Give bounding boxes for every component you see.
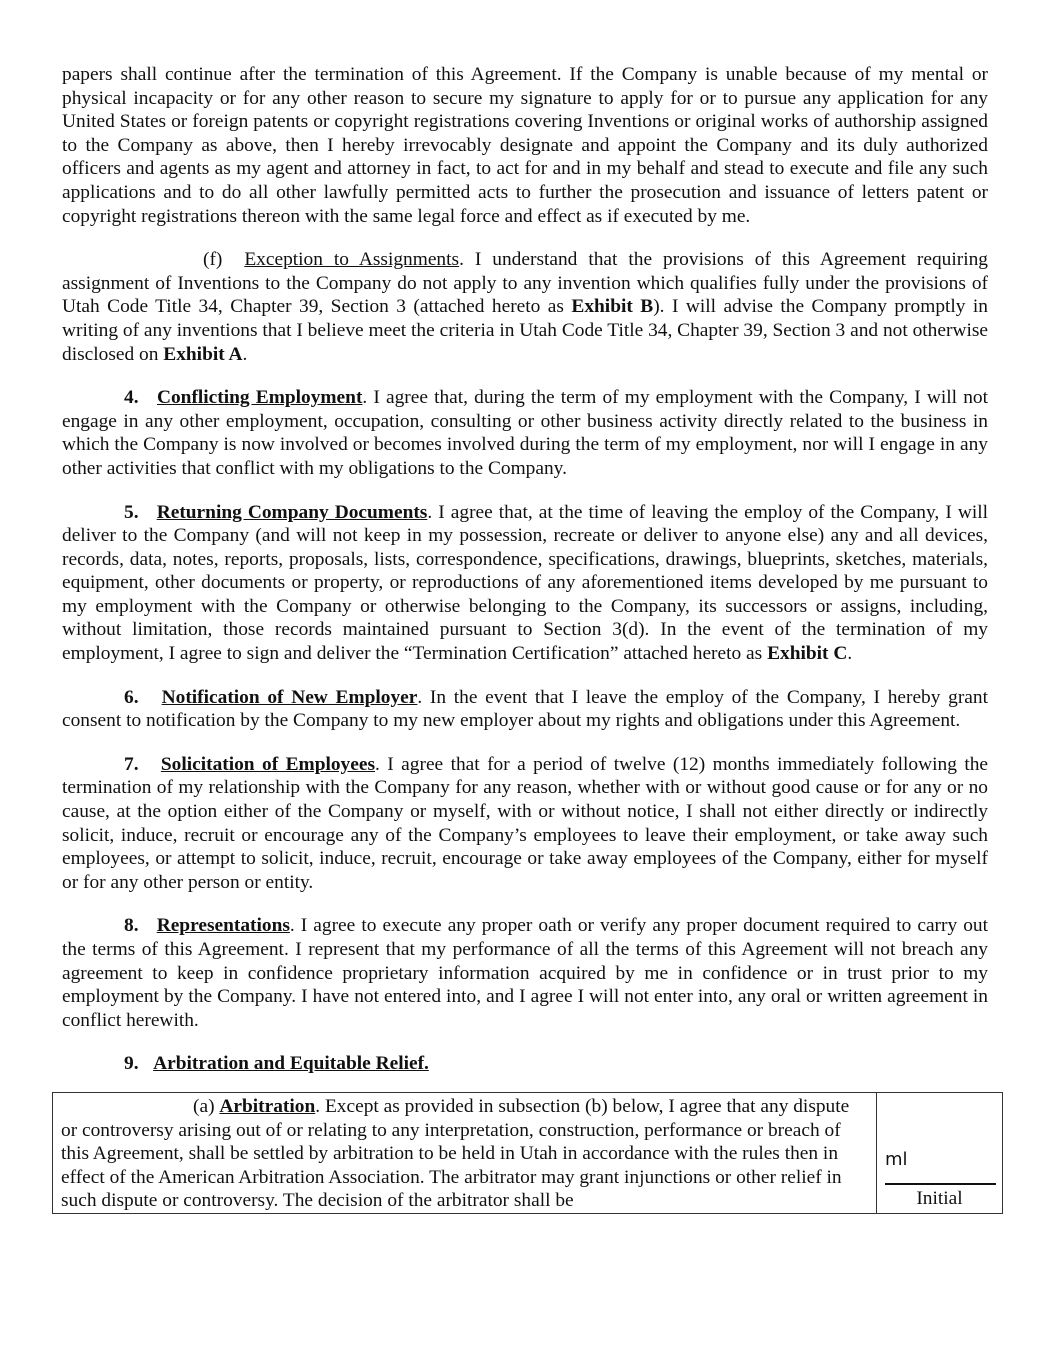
exhibit-b-ref: Exhibit B	[571, 296, 654, 318]
handwritten-initials: ml	[885, 1148, 908, 1170]
section-f-text-3: .	[242, 343, 248, 365]
document-page	[62, 63, 988, 1214]
arbitration-marker: (a)	[193, 1095, 215, 1117]
paragraph-intro: papers shall continue after the termination of this Agreement. If the Company is unable because of my mental or physical incapacity or for any other reason to secure my signature to apply for or to pursue any application for any United States or foreign patents or copyright registrations covering Inventions or original works of authorship assigned to the Company as above, then I hereby irrevocably designate and appoint the Company and its duly authorized officers and agents as my agent and attorney in fact, to act for and in my behalf and stead to execute and file any such applications and to do all other lawfully permitted acts to further the prosecution and issuance of letters patent or copyright registrations thereon with the same legal force and effect as if executed by me.	[62, 64, 988, 227]
section-4-number: 4.	[124, 387, 139, 409]
section-9-number: 9.	[124, 1053, 139, 1075]
section-6-number: 6.	[124, 686, 139, 708]
section-5-number: 5.	[124, 501, 139, 523]
section-7-heading: Solicitation of Employees	[160, 753, 376, 775]
initial-cell[interactable]	[877, 1092, 1003, 1213]
section-f-heading: Exception to Assignments	[244, 249, 460, 271]
initial-signature-line	[885, 1183, 996, 1185]
exhibit-a-ref: Exhibit A	[163, 343, 243, 365]
section-4-heading: Conflicting Employment	[156, 387, 363, 409]
section-7-number: 7.	[124, 753, 139, 775]
section-f-text-1: . I understand that the provisions of this Agreement requiring assignment of Inventions to the Company do not apply to any invention which qualifies fully under the provisions of Utah Code Title 34, Chapter 39, Section 3 (attached hereto as	[62, 249, 988, 318]
section-8-text: . I agree to execute any proper oath or verify any proper document required to carry out the terms of this Agreement. I represent that my performance of all the terms of this Agreement will not breach any agreement to keep in confidence proprietary information acquired by me in confidence or in trust prior to my employment by the Company. I have not entered into, and I agree I will not enter into, any oral or written agreement in conflict herewith.	[62, 915, 988, 1031]
section-9	[124, 1052, 988, 1076]
arbitration-heading: Arbitration	[219, 1095, 316, 1117]
section-8-number: 8.	[124, 915, 139, 937]
section-4	[62, 386, 988, 480]
section-7	[62, 753, 988, 895]
section-f-marker: (f)	[203, 249, 223, 271]
arbitration-text-cell	[53, 1092, 877, 1213]
section-4-text: . I agree that, during the term of my employment with the Company, I will not engage in any other employment, occupation, consulting or other business activity directly related to the business in which the Company is now involved or becomes involved during the term of my employment, nor will I engage in any other activities that conflict with my obligations to the Company.	[62, 387, 988, 479]
section-6-heading: Notification of New Employer	[161, 686, 418, 708]
section-7-text: . I agree that for a period of twelve (12) months immediately following the termination of my relationship with the Company for any reason, whether with or without good cause or for any or no cause, at the option either of the Company or myself, with or without notice, I shall not either directly or indirectly solicit, induce, recruit or encourage any of the Company’s employees to leave their employment, or take away such employees, or attempt to solicit, induce, recruit, encourage or take away employees of the Company, either for myself or for any other person or entity.	[62, 753, 989, 893]
arbitration-text: . Except as provided in subsection (b) below, I agree that any dispute or controversy arising out of or relating to any interpretation, construction, performance or breach of this Agreement, shall be settled by arbitration to be held in Utah in accordance with the rules then in effect of the American Arbitration Association. The arbitrator may grant injunctions or other relief in such dispute or controversy. The decision of the arbitrator shall be	[61, 1095, 850, 1212]
section-6	[62, 686, 988, 733]
initial-label: Initial	[916, 1187, 963, 1209]
section-f	[62, 248, 988, 366]
arbitration-paragraph	[61, 1095, 866, 1213]
arbitration-box	[52, 1092, 1003, 1214]
exhibit-c-ref: Exhibit C	[767, 643, 848, 665]
section-5-text-1: . I agree that, at the time of leaving the employ of the Company, I will deliver to the Company (and will not keep in my possession, recreate or deliver to anyone else) any and all devices, records, data, notes, reports, proposals, lists, correspondence, specifications, drawings, blueprints, sketches, materials, equipment, other documents or property, or reproductions of any aforementioned items developed by me pursuant to my employment with the Company or otherwise belonging to the Company, its successors or assigns, including, without limitation, those records maintained pursuant to Section 3(d). In the event of the termination of my employment, I agree to sign and deliver the “Termination Certification” attached hereto as	[62, 501, 988, 665]
section-8-heading: Representations	[156, 915, 290, 937]
section-5-text-2: .	[847, 643, 853, 665]
section-f-text-2: ). I will advise the Company promptly in writing of any inventions that I believe meet the criteria in Utah Code Title 34, Chapter 39, Section 3 and not otherwise disclosed on	[62, 296, 989, 365]
section-9-heading: Arbitration and Equitable Relief.	[153, 1053, 429, 1075]
section-5	[62, 501, 988, 666]
section-5-heading: Returning Company Documents	[156, 501, 428, 523]
section-6-text: . In the event that I leave the employ of the Company, I hereby grant consent to notification by the Company to my new employer about my rights and obligations under this Agreement.	[62, 686, 988, 732]
section-8	[62, 914, 988, 1032]
